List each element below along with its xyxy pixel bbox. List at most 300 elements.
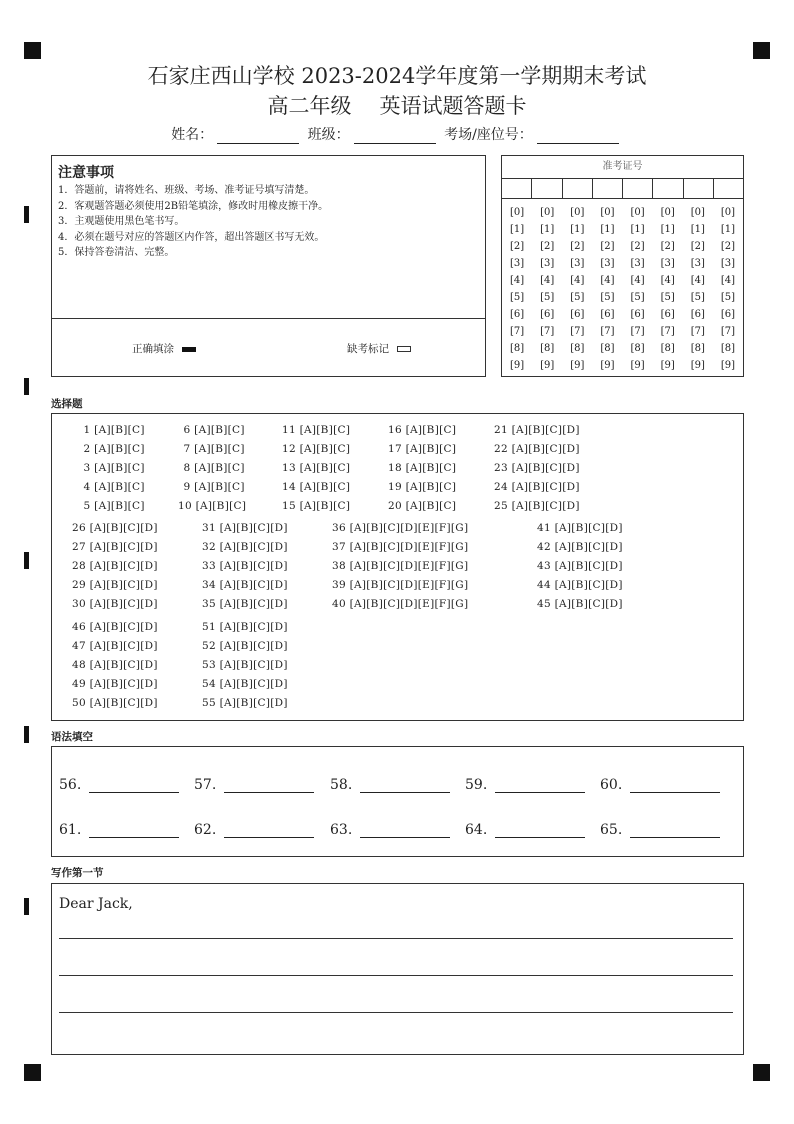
option-bubbles[interactable]: [A][B][C][D] [219, 697, 288, 709]
digit-bubble[interactable]: [3] [600, 258, 615, 269]
digit-bubble[interactable]: [0] [600, 207, 615, 218]
exam-number-column [713, 204, 743, 374]
notice-item: 4．必须在题号对应的答题区内作答，超出答题区书写无效。 [58, 231, 325, 243]
question-number: 9 [178, 481, 195, 493]
question-number: 3 [78, 462, 95, 474]
blank-number: 56. [59, 777, 82, 793]
choice-question[interactable] [388, 424, 456, 436]
digit-bubble[interactable]: [0] [570, 207, 585, 218]
exam-number-cell[interactable] [684, 178, 714, 198]
answer-line[interactable] [89, 778, 179, 793]
choice-question[interactable] [178, 481, 245, 493]
choice-question[interactable] [72, 598, 158, 610]
digit-bubble[interactable]: [0] [690, 207, 705, 218]
digit-bubble[interactable]: [7] [600, 326, 615, 337]
exam-number-column [562, 204, 592, 374]
exam-number-cell[interactable] [653, 178, 683, 198]
option-bubbles[interactable]: [A][B][C][D][E][F][G] [349, 541, 469, 553]
digit-bubble[interactable]: [4] [540, 275, 555, 286]
choice-question[interactable] [332, 560, 468, 572]
digit-bubble[interactable]: [1] [509, 224, 525, 235]
choice-question[interactable] [282, 424, 350, 436]
question-number: 45 [537, 598, 555, 610]
digit-bubble[interactable]: [8] [509, 343, 525, 354]
letter-greeting: Dear Jack, [59, 896, 133, 912]
question-number: 34 [202, 579, 220, 591]
question-number: 49 [72, 678, 90, 690]
digit-bubble[interactable]: [7] [540, 326, 555, 337]
option-bubbles[interactable]: [A][B][C] [405, 500, 457, 512]
digit-bubble[interactable]: [6] [600, 309, 615, 320]
digit-bubble[interactable]: [8] [570, 343, 585, 354]
option-bubbles[interactable]: [A][B][C] [195, 500, 247, 512]
question-number: 12 [282, 443, 300, 455]
digit-bubble[interactable]: [8] [720, 343, 736, 354]
choice-question[interactable] [388, 481, 456, 493]
digit-bubble[interactable]: [4] [630, 275, 645, 286]
choice-question[interactable] [494, 424, 580, 436]
choice-question[interactable] [72, 621, 158, 633]
option-bubbles[interactable]: [A][B][C][D] [219, 522, 288, 534]
digit-bubble[interactable]: [5] [570, 292, 585, 303]
answer-line[interactable] [630, 823, 720, 838]
option-bubbles[interactable]: [A][B][C][D] [89, 579, 158, 591]
digit-bubble[interactable]: [9] [600, 360, 615, 371]
digit-bubble[interactable]: [0] [540, 207, 555, 218]
digit-bubble[interactable]: [6] [630, 309, 645, 320]
digit-bubble[interactable]: [7] [660, 326, 675, 337]
question-number: 52 [202, 640, 220, 652]
choice-question[interactable] [202, 640, 288, 652]
choice-question[interactable] [178, 462, 245, 474]
option-bubbles[interactable]: [A][B][C][D][E][F][G] [349, 560, 469, 572]
grammar-box [51, 746, 744, 857]
question-number: 8 [178, 462, 195, 474]
digit-bubble[interactable]: [3] [570, 258, 585, 269]
digit-bubble[interactable]: [7] [690, 326, 705, 337]
timing-mark [24, 898, 29, 915]
grade-label: 高二年级 [267, 94, 352, 118]
digit-bubble[interactable]: [2] [660, 241, 675, 252]
option-bubbles[interactable]: [A][B][C][D] [219, 659, 288, 671]
question-number: 38 [332, 560, 350, 572]
choice-question[interactable] [202, 678, 288, 690]
digit-bubble[interactable]: [3] [720, 258, 736, 269]
option-bubbles[interactable]: [A][B][C][D] [219, 541, 288, 553]
question-number: 20 [388, 500, 406, 512]
option-bubbles[interactable]: [A][B][C][D] [511, 481, 580, 493]
digit-bubble[interactable]: [6] [720, 309, 736, 320]
blank-number: 65. [600, 822, 623, 838]
digit-bubble[interactable]: [3] [690, 258, 705, 269]
digit-bubble[interactable]: [5] [690, 292, 705, 303]
answer-line[interactable] [630, 778, 720, 793]
question-number: 18 [388, 462, 406, 474]
timing-mark [24, 378, 29, 395]
exam-number-write-cells [502, 178, 743, 199]
digit-bubble[interactable]: [3] [630, 258, 645, 269]
question-number: 13 [282, 462, 300, 474]
question-number: 2 [78, 443, 95, 455]
digit-bubble[interactable]: [1] [720, 224, 736, 235]
option-bubbles[interactable]: [A][B][C][D] [554, 579, 623, 591]
option-bubbles[interactable]: [A][B][C][D] [219, 678, 288, 690]
choice-question[interactable] [537, 579, 623, 591]
answer-line[interactable] [360, 823, 450, 838]
question-number: 27 [72, 541, 90, 553]
question-number: 19 [388, 481, 406, 493]
option-bubbles[interactable]: [A][B][C][D] [511, 500, 580, 512]
question-number: 15 [282, 500, 300, 512]
digit-bubble[interactable]: [9] [690, 360, 705, 371]
question-number: 46 [72, 621, 90, 633]
question-number: 23 [494, 462, 512, 474]
exam-number-cell[interactable] [593, 178, 623, 198]
exam-number-cell[interactable] [623, 178, 653, 198]
blank-number: 58. [330, 777, 353, 793]
question-number: 31 [202, 522, 220, 534]
digit-bubble[interactable]: [5] [600, 292, 615, 303]
choice-question[interactable] [494, 481, 580, 493]
digit-bubble[interactable]: [2] [570, 241, 585, 252]
question-number: 4 [78, 481, 95, 493]
option-bubbles[interactable]: [A][B][C][D] [554, 522, 623, 534]
choice-question[interactable] [178, 500, 246, 512]
choice-question[interactable] [178, 443, 245, 455]
digit-bubble[interactable]: [1] [540, 224, 555, 235]
digit-bubble[interactable]: [2] [630, 241, 645, 252]
choice-question[interactable] [282, 462, 350, 474]
digit-bubble[interactable]: [1] [600, 224, 615, 235]
choice-question[interactable] [282, 443, 350, 455]
option-bubbles[interactable]: [A][B][C][D][E][F][G] [349, 598, 469, 610]
digit-bubble[interactable]: [4] [660, 275, 675, 286]
blank-number: 59. [465, 777, 488, 793]
grammar-blank [600, 822, 720, 838]
digit-bubble[interactable]: [7] [720, 326, 736, 337]
choice-question[interactable] [202, 541, 288, 553]
digit-bubble[interactable]: [7] [509, 326, 525, 337]
option-bubbles[interactable]: [A][B][C][D] [89, 541, 158, 553]
digit-bubble[interactable]: [7] [570, 326, 585, 337]
writing-line[interactable] [59, 975, 733, 976]
choice-question[interactable] [282, 481, 350, 493]
question-number: 44 [537, 579, 555, 591]
digit-bubble[interactable]: [9] [630, 360, 645, 371]
question-number: 16 [388, 424, 406, 436]
option-bubbles[interactable]: [A][B][C][D] [219, 598, 288, 610]
fill-legend [52, 318, 485, 376]
choice-question[interactable] [72, 697, 158, 709]
digit-bubble[interactable]: [8] [660, 343, 675, 354]
exam-number-cell[interactable] [563, 178, 593, 198]
option-bubbles[interactable]: [A][B][C] [194, 481, 245, 493]
choice-question[interactable] [78, 481, 145, 493]
digit-bubble[interactable]: [4] [720, 275, 736, 286]
exam-number-column [532, 204, 562, 374]
choice-question[interactable] [202, 598, 288, 610]
choice-question[interactable] [494, 443, 580, 455]
digit-bubble[interactable]: [2] [600, 241, 615, 252]
grammar-blank [59, 777, 179, 793]
digit-bubble[interactable]: [3] [660, 258, 675, 269]
choice-question[interactable] [72, 522, 158, 534]
choice-question[interactable] [202, 659, 288, 671]
digit-bubble[interactable]: [8] [600, 343, 615, 354]
digit-bubble[interactable]: [2] [509, 241, 525, 252]
digit-bubble[interactable]: [1] [690, 224, 705, 235]
writing-line[interactable] [59, 938, 733, 939]
registration-mark [24, 42, 41, 59]
question-number: 5 [78, 500, 95, 512]
exam-number-cell[interactable] [532, 178, 562, 198]
question-number: 53 [202, 659, 220, 671]
digit-bubble[interactable]: [6] [570, 309, 585, 320]
option-bubbles[interactable]: [A][B][C][D][E][F][G] [349, 579, 469, 591]
choice-question[interactable] [332, 541, 468, 553]
question-number: 7 [178, 443, 195, 455]
choice-question[interactable] [202, 621, 288, 633]
digit-bubble[interactable]: [4] [600, 275, 615, 286]
choice-question[interactable] [388, 462, 456, 474]
answer-line[interactable] [224, 823, 314, 838]
option-bubbles[interactable]: [A][B][C][D] [219, 621, 288, 633]
digit-bubble[interactable]: [5] [660, 292, 675, 303]
exam-number-bubble-grid [502, 204, 743, 374]
absent-mark-label: 缺考标记 [347, 343, 389, 355]
answer-line[interactable] [495, 823, 585, 838]
option-bubbles[interactable]: [A][B][C] [194, 443, 245, 455]
option-bubbles[interactable]: [A][B][C][D] [89, 659, 158, 671]
blank-number: 60. [600, 777, 623, 793]
class-label: 班级： [307, 127, 350, 143]
choice-question[interactable] [72, 678, 158, 690]
choice-question[interactable] [388, 443, 456, 455]
option-bubbles[interactable]: [A][B][C] [299, 462, 351, 474]
digit-bubble[interactable]: [1] [630, 224, 645, 235]
option-bubbles[interactable]: [A][B][C] [94, 462, 145, 474]
question-number: 32 [202, 541, 220, 553]
choice-question[interactable] [72, 640, 158, 652]
digit-bubble[interactable]: [6] [690, 309, 705, 320]
digit-bubble[interactable]: [1] [570, 224, 585, 235]
question-number: 40 [332, 598, 350, 610]
option-bubbles[interactable]: [A][B][C][D] [554, 541, 623, 553]
choice-question[interactable] [202, 560, 288, 572]
question-number: 54 [202, 678, 220, 690]
digit-bubble[interactable]: [4] [570, 275, 585, 286]
digit-bubble[interactable]: [5] [509, 292, 525, 303]
digit-bubble[interactable]: [6] [660, 309, 675, 320]
option-bubbles[interactable]: [A][B][C][D] [219, 560, 288, 572]
option-bubbles[interactable]: [A][B][C] [94, 481, 145, 493]
question-number: 21 [494, 424, 512, 436]
option-bubbles[interactable]: [A][B][C][D] [511, 424, 580, 436]
choice-question[interactable] [178, 424, 245, 436]
digit-bubble[interactable]: [4] [509, 275, 525, 286]
question-number: 41 [537, 522, 555, 534]
option-bubbles[interactable]: [A][B][C] [405, 481, 457, 493]
option-bubbles[interactable]: [A][B][C] [194, 462, 245, 474]
option-bubbles[interactable]: [A][B][C] [94, 424, 145, 436]
writing-box [51, 883, 744, 1055]
option-bubbles[interactable]: [A][B][C] [299, 424, 351, 436]
writing-line[interactable] [59, 1012, 733, 1013]
option-bubbles[interactable]: [A][B][C][D] [89, 678, 158, 690]
digit-bubble[interactable]: [6] [540, 309, 555, 320]
option-bubbles[interactable]: [A][B][C][D] [89, 560, 158, 572]
question-number: 33 [202, 560, 220, 572]
timing-mark [24, 206, 29, 223]
exam-number-box [501, 155, 744, 377]
choice-question[interactable] [388, 500, 456, 512]
choice-question[interactable] [332, 579, 468, 591]
choice-question[interactable] [202, 697, 288, 709]
choice-question[interactable] [494, 500, 580, 512]
option-bubbles[interactable]: [A][B][C] [405, 443, 457, 455]
digit-bubble[interactable]: [0] [630, 207, 645, 218]
option-bubbles[interactable]: [A][B][C] [405, 462, 457, 474]
notice-title: 注意事项 [58, 165, 114, 181]
option-bubbles[interactable]: [A][B][C][D] [554, 598, 623, 610]
question-number: 1 [78, 424, 95, 436]
digit-bubble[interactable]: [2] [540, 241, 555, 252]
exam-number-cell[interactable] [714, 178, 743, 198]
choice-question[interactable] [202, 579, 288, 591]
blank-number: 63. [330, 822, 353, 838]
digit-bubble[interactable]: [9] [720, 360, 736, 371]
question-number: 35 [202, 598, 220, 610]
option-bubbles[interactable]: [A][B][C] [405, 424, 457, 436]
choice-question[interactable] [537, 522, 623, 534]
notice-list [58, 183, 328, 261]
name-label: 姓名： [171, 127, 214, 143]
writing-section-label: 写作第一节 [51, 867, 104, 879]
option-bubbles[interactable]: [A][B][C][D] [511, 443, 580, 455]
digit-bubble[interactable]: [9] [660, 360, 675, 371]
class-field[interactable] [354, 129, 436, 144]
choice-question[interactable] [332, 522, 468, 534]
grammar-blank [600, 777, 720, 793]
exam-number-cell[interactable] [502, 178, 532, 198]
choice-question[interactable] [78, 424, 145, 436]
choice-question[interactable] [202, 522, 288, 534]
option-bubbles[interactable]: [A][B][C][D] [89, 621, 158, 633]
choice-question[interactable] [78, 443, 145, 455]
room-seat-field[interactable] [537, 129, 619, 144]
digit-bubble[interactable]: [9] [570, 360, 585, 371]
choice-question[interactable] [72, 579, 158, 591]
exam-number-column [502, 204, 532, 374]
question-number: 6 [178, 424, 195, 436]
grammar-blank [465, 777, 585, 793]
option-bubbles[interactable]: [A][B][C][D] [89, 640, 158, 652]
digit-bubble[interactable]: [6] [509, 309, 525, 320]
option-bubbles[interactable]: [A][B][C] [299, 443, 351, 455]
option-bubbles[interactable]: [A][B][C] [94, 443, 145, 455]
digit-bubble[interactable]: [3] [509, 258, 525, 269]
question-number: 10 [178, 500, 196, 512]
question-number: 47 [72, 640, 90, 652]
choice-question[interactable] [72, 560, 158, 572]
question-number: 48 [72, 659, 90, 671]
option-bubbles[interactable]: [A][B][C][D] [89, 522, 158, 534]
option-bubbles[interactable]: [A][B][C][D][E][F][G] [349, 522, 469, 534]
choice-question[interactable] [494, 462, 580, 474]
digit-bubble[interactable]: [3] [540, 258, 555, 269]
choice-question[interactable] [537, 560, 623, 572]
digit-bubble[interactable]: [5] [630, 292, 645, 303]
option-bubbles[interactable]: [A][B][C][D] [554, 560, 623, 572]
choice-question[interactable] [72, 541, 158, 553]
blank-number: 62. [194, 822, 217, 838]
digit-bubble[interactable]: [1] [660, 224, 675, 235]
answer-line[interactable] [224, 778, 314, 793]
digit-bubble[interactable]: [9] [540, 360, 555, 371]
answer-line[interactable] [89, 823, 179, 838]
digit-bubble[interactable]: [9] [509, 360, 525, 371]
choice-box [51, 413, 744, 721]
digit-bubble[interactable]: [7] [630, 326, 645, 337]
option-bubbles[interactable]: [A][B][C] [194, 424, 245, 436]
absent-checkbox[interactable] [397, 346, 411, 352]
option-bubbles[interactable]: [A][B][C][D] [511, 462, 580, 474]
filled-swatch-icon [182, 347, 196, 352]
digit-bubble[interactable]: [0] [509, 207, 525, 218]
choice-question[interactable] [332, 598, 468, 610]
question-number: 50 [72, 697, 90, 709]
choice-question[interactable] [72, 659, 158, 671]
question-number: 51 [202, 621, 220, 633]
digit-bubble[interactable]: [8] [630, 343, 645, 354]
digit-bubble[interactable]: [4] [690, 275, 705, 286]
grammar-blank [194, 822, 314, 838]
option-bubbles[interactable]: [A][B][C][D] [89, 697, 158, 709]
question-number: 55 [202, 697, 220, 709]
option-bubbles[interactable]: [A][B][C][D] [89, 598, 158, 610]
choice-question[interactable] [78, 462, 145, 474]
option-bubbles[interactable]: [A][B][C] [299, 500, 351, 512]
digit-bubble[interactable]: [5] [720, 292, 736, 303]
digit-bubble[interactable]: [8] [540, 343, 555, 354]
timing-mark [24, 552, 29, 569]
answer-line[interactable] [360, 778, 450, 793]
option-bubbles[interactable]: [A][B][C][D] [219, 640, 288, 652]
digit-bubble[interactable]: [5] [540, 292, 555, 303]
question-number: 26 [72, 522, 90, 534]
choice-question[interactable] [78, 500, 145, 512]
blank-number: 64. [465, 822, 488, 838]
notice-item: 3．主观题使用黑色笔书写。 [58, 216, 185, 227]
option-bubbles[interactable]: [A][B][C] [299, 481, 351, 493]
choice-section-label: 选择题 [51, 398, 83, 410]
choice-question[interactable] [537, 598, 623, 610]
name-field[interactable] [217, 129, 299, 144]
digit-bubble[interactable]: [0] [660, 207, 675, 218]
choice-question[interactable] [282, 500, 350, 512]
answer-line[interactable] [495, 778, 585, 793]
choice-question[interactable] [537, 541, 623, 553]
digit-bubble[interactable]: [2] [690, 241, 705, 252]
digit-bubble[interactable]: [0] [720, 207, 736, 218]
option-bubbles[interactable]: [A][B][C][D] [219, 579, 288, 591]
registration-mark [753, 42, 770, 59]
option-bubbles[interactable]: [A][B][C] [94, 500, 145, 512]
question-number: 29 [72, 579, 90, 591]
exam-number-column [623, 204, 653, 374]
digit-bubble[interactable]: [2] [720, 241, 736, 252]
digit-bubble[interactable]: [8] [690, 343, 705, 354]
